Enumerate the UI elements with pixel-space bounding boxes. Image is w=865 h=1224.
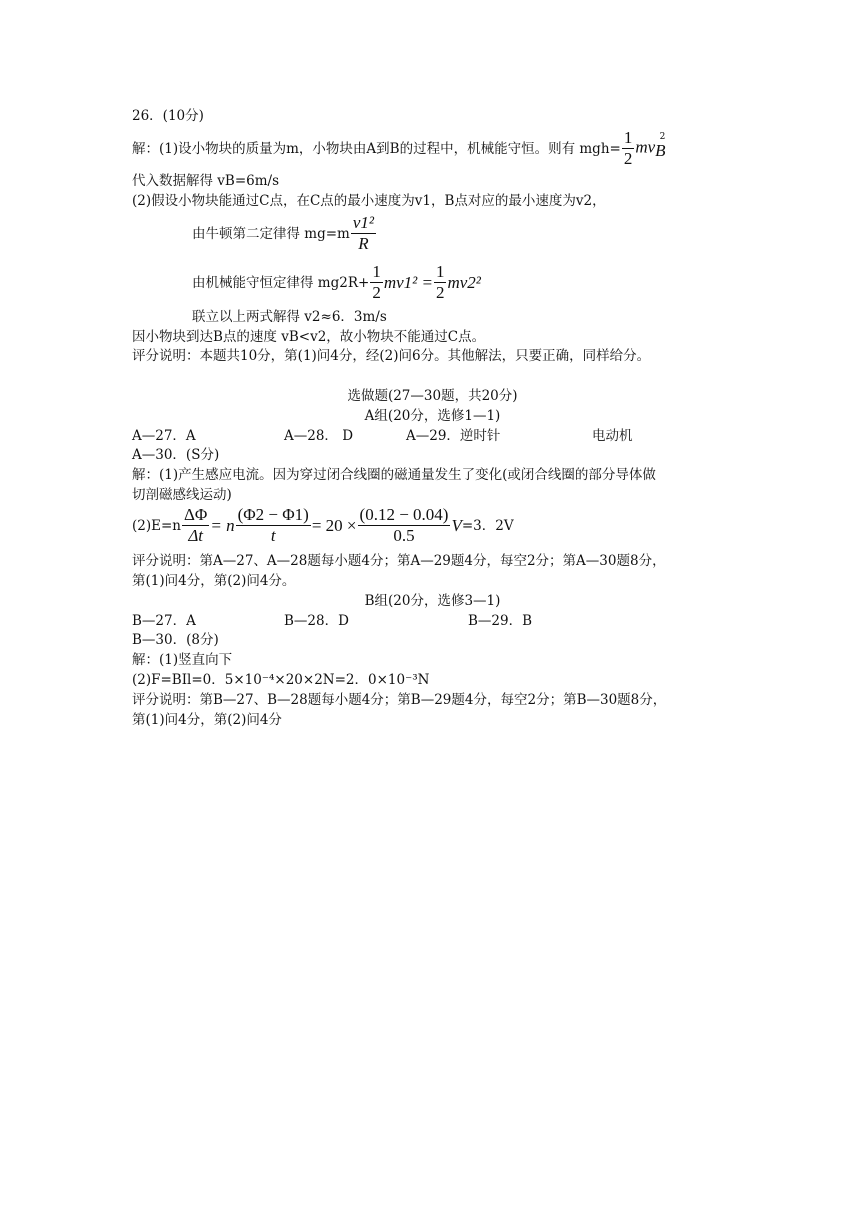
group-b-heading: B组(20分，选修3—1) bbox=[364, 593, 501, 609]
q26-title: 26．(10分) bbox=[132, 108, 204, 124]
answer-b27: B—27．A bbox=[132, 613, 196, 629]
b30-solution-part2: (2)F=BIl=0．5×10⁻⁴×20×2N=2．0×10⁻³N bbox=[132, 672, 430, 688]
q26-conclusion: 因小物块到达B点的速度 vB<v2，故小物块不能通过C点。 bbox=[132, 329, 486, 345]
group-a-heading: A组(20分，选修1—1) bbox=[364, 408, 501, 424]
answer-b28: B—28．D bbox=[284, 613, 349, 629]
group-b-score-note-cont: 第(1)问4分，第(2)问4分 bbox=[132, 712, 282, 728]
answer-b29: B—29．B bbox=[468, 613, 533, 629]
q26-substitution: 代入数据解得 vB=6m/s bbox=[132, 173, 280, 189]
answer-a29: A—29．逆时针 bbox=[406, 428, 501, 444]
answer-a29-second: 电动机 bbox=[592, 428, 633, 444]
elective-heading: 选做题(27—30题，共20分) bbox=[347, 388, 518, 404]
fraction-half-b: $\frac{1}{2}$ bbox=[435, 262, 445, 302]
answer-a28: A—28． D bbox=[284, 428, 354, 444]
answer-b30-title: B—30．(8分) bbox=[132, 632, 219, 648]
math-unit-v: V bbox=[451, 515, 462, 535]
emf-prefix: (2)E=n bbox=[132, 517, 181, 534]
q26-solve-result: 联立以上两式解得 v2≈6．3m/s bbox=[192, 309, 387, 325]
q26-energy-line bbox=[192, 262, 481, 303]
math-mv1sq: mv1² = bbox=[383, 272, 433, 292]
fraction-one-half: $\frac{1}{2}$ bbox=[623, 128, 633, 168]
group-a-score-note: 评分说明：第A—27、A—28题每小题4分；第A—29题4分，每空2分；第A—30题8分， bbox=[132, 553, 666, 569]
group-a-score-note-cont: 第(1)问4分，第(2)问4分。 bbox=[132, 573, 296, 589]
a30-solution-part1: 解：(1)产生感应电流。因为穿过闭合线圈的磁通量发生了变化(或闭合线圈的部分导体做 bbox=[132, 467, 656, 483]
math-eq-n: = n bbox=[210, 515, 235, 535]
q26-part1-line: 解：(1)设小物块的质量为m，小物块由A到B的过程中，机械能守恒。则有 mgh= $\frac{1}{2}$ $mv_B^2$ bbox=[132, 128, 666, 168]
q26-newton-law-line bbox=[192, 213, 377, 254]
q26-part1-text: 解：(1)设小物块的质量为m，小物块由A到B的过程中，机械能守恒。则有 mgh= bbox=[132, 140, 621, 157]
fraction-v1sq-over-r: $\frac{\text{v1²}}{R}$ bbox=[352, 213, 375, 253]
q26-energy-text: 由机械能守恒定律得 mg2R+ bbox=[192, 274, 370, 291]
fraction-flux-values: $\frac{(0.12 - 0.04)}{0.5}$ bbox=[359, 505, 449, 545]
fraction-dphi-dt: $\frac{\Delta\Phi}{\Delta t}$ bbox=[183, 505, 208, 545]
answer-a27: A—27．A bbox=[132, 428, 196, 444]
q26-score-note: 评分说明：本题共10分，第(1)问4分，经(2)问6分。其他解法，只要正确，同样给分。 bbox=[132, 348, 651, 364]
group-b-score-note: 评分说明：第B—27、B—28题每小题4分；第B—29题4分，每空2分；第B—30题8分， bbox=[132, 692, 667, 708]
q26-newton-text: 由牛顿第二定律得 mg=m bbox=[192, 225, 350, 242]
a30-emf-equation bbox=[132, 505, 514, 546]
a30-solution-part1-cont: 切剖磁感线运动) bbox=[132, 487, 232, 503]
b30-solution-part1: 解：(1)竖直向下 bbox=[132, 652, 233, 668]
math-mv2sq: mv2² bbox=[447, 272, 481, 292]
q26-part2-assumption: (2)假设小物块能通过C点，在C点的最小速度为v1，B点对应的最小速度为v2， bbox=[132, 193, 606, 209]
math-eq-20: = 20 × bbox=[311, 515, 357, 535]
answer-a30-title: A—30．(S分) bbox=[132, 447, 220, 463]
fraction-half-a: $\frac{1}{2}$ bbox=[372, 262, 381, 302]
emf-result: =3．2V bbox=[461, 517, 514, 534]
fraction-phi-diff-over-t: $\frac{(\Phi 2 - \Phi 1)}{t}$ bbox=[237, 505, 309, 545]
math-mv: mv bbox=[635, 137, 656, 157]
